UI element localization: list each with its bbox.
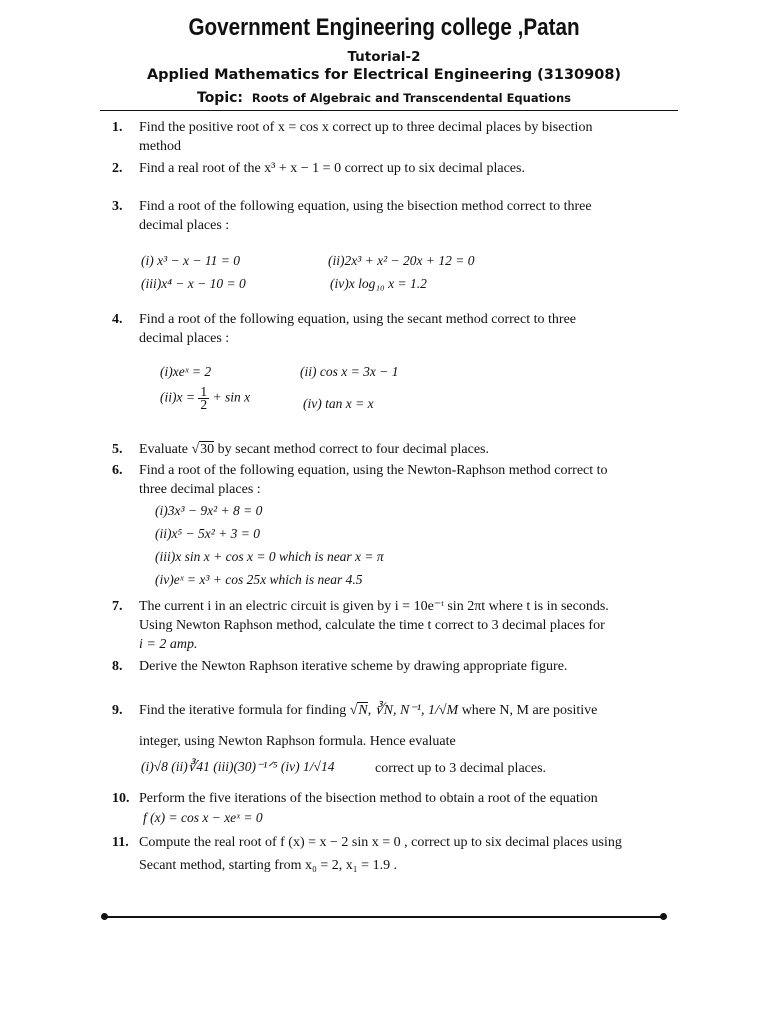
question-number: 4. — [112, 312, 123, 327]
equation: (iv)x log₁₀ x = 1.2 — [330, 276, 427, 291]
question-number: 8. — [112, 659, 123, 674]
question-text: Compute the real root of f (x) = x − 2 sin x = 0 , correct up to six decimal places using — [139, 835, 622, 850]
question-text: decimal places : — [139, 218, 230, 233]
tutorial-label: Tutorial-2 — [347, 49, 421, 65]
question-number: 11. — [112, 835, 129, 850]
subject-title: Applied Mathematics for Electrical Engineering (3130908) — [146, 67, 622, 83]
question-text: method — [139, 139, 181, 154]
question-text: by secant method correct to four decimal places. — [214, 442, 490, 457]
equation: (i)xeˣ = 2 — [160, 364, 212, 379]
question-text: Find a real root of the x³ + x − 1 = 0 correct up to six decimal places. — [139, 161, 525, 176]
question-number: 10. — [112, 791, 130, 806]
question-7 — [112, 597, 677, 654]
question-number: 2. — [112, 161, 123, 176]
radicand: N — [358, 703, 368, 718]
question-text: Evaluate — [139, 442, 192, 457]
question-5 — [112, 440, 677, 459]
question-text: three decimal places : — [139, 482, 261, 497]
question-11 — [112, 833, 677, 875]
question-3 — [112, 197, 677, 235]
question-text: The current i in an electric circuit is given by i = 10e⁻ᵗ sin 2πt where t is in seconds. — [139, 599, 609, 614]
question-text: correct up to 3 decimal places. — [375, 761, 547, 776]
topic-text: Roots of Algebraic and Transcendental Equations — [251, 91, 571, 105]
topic-label: Topic: — [197, 90, 244, 106]
footer-dot-left — [101, 913, 108, 920]
equation: (iv)eˣ = x³ + cos 25x which is near 4.5 — [155, 572, 363, 587]
question-text: Using Newton Raphson method, calculate the time t correct to 3 decimal places for — [139, 618, 605, 633]
equation: (i) x³ − x − 11 = 0 — [141, 253, 240, 268]
question-8 — [112, 657, 677, 676]
question-6 — [112, 461, 677, 499]
topic-line — [0, 90, 768, 106]
question-9-continued — [112, 732, 677, 751]
question-number: 6. — [112, 463, 123, 478]
question-text: Find a root of the following equation, using the secant method correct to three — [139, 312, 576, 327]
question-number: 7. — [112, 599, 123, 614]
question-text: i = 2 amp. — [139, 637, 198, 652]
header-rule — [100, 110, 678, 111]
question-9-suffix — [375, 759, 675, 778]
equation: (i)√8 (ii)∛41 (iii)(30)⁻¹ᐟ⁵ (iv) 1/√14 — [141, 759, 335, 774]
question-text: Find the iterative formula for finding — [139, 703, 350, 718]
question-1 — [112, 118, 677, 156]
question-text: where N, M are positive — [458, 703, 598, 718]
equation: (iv) tan x = x — [303, 396, 374, 411]
radicand: 30 — [200, 442, 215, 457]
equation: (iii)x⁴ − x − 10 = 0 — [141, 276, 246, 291]
question-number: 9. — [112, 703, 123, 718]
question-text: decimal places : — [139, 331, 230, 346]
question-text: Find a root of the following equation, using the bisection method correct to three — [139, 199, 592, 214]
question-text: Secant method, starting from x₀ = 2, x₁ = 1.9 . — [139, 858, 398, 873]
equation: (i)3x³ − 9x² + 8 = 0 — [155, 503, 263, 518]
question-text: Find a root of the following equation, using the Newton-Raphson method correct to — [139, 463, 608, 478]
question-4 — [112, 310, 677, 348]
equation: (ii) cos x = 3x − 1 — [300, 364, 399, 379]
question-9 — [112, 701, 677, 720]
equation: f (x) = cos x − xeˣ = 0 — [143, 810, 263, 825]
equation: (ii)x⁵ − 5x² + 3 = 0 — [155, 526, 261, 541]
question-text: , ∛N, N⁻¹, 1/√M — [367, 703, 459, 718]
question-text: integer, using Newton Raphson formula. Hence evaluate — [139, 734, 456, 749]
question-number: 1. — [112, 120, 123, 135]
question-text: Derive the Newton Raphson iterative scheme by drawing appropriate figure. — [139, 659, 568, 674]
question-2 — [112, 159, 677, 178]
equation: (ii)2x³ + x² − 20x + 12 = 0 — [328, 253, 475, 268]
question-number: 3. — [112, 199, 123, 214]
college-title: Government Engineering college ,Patan — [188, 14, 580, 41]
radical-symbol: √ — [191, 442, 200, 457]
equation: (iii)x sin x + cos x = 0 which is near x = π — [155, 549, 384, 564]
footer-rule — [104, 916, 664, 918]
question-text: Find the positive root of x = cos x correct up to three decimal places by bisection — [139, 120, 593, 135]
equation-fraction: (ii)x = $\frac{1}{2}$ + sin x — [160, 384, 251, 412]
radical-symbol: √ — [349, 703, 358, 718]
question-10 — [112, 789, 677, 808]
footer-dot-right — [660, 913, 667, 920]
question-text: Perform the five iterations of the bisection method to obtain a root of the equation — [139, 791, 598, 806]
fraction: $\frac{1}{2}$ — [200, 384, 208, 412]
question-number: 5. — [112, 442, 123, 457]
